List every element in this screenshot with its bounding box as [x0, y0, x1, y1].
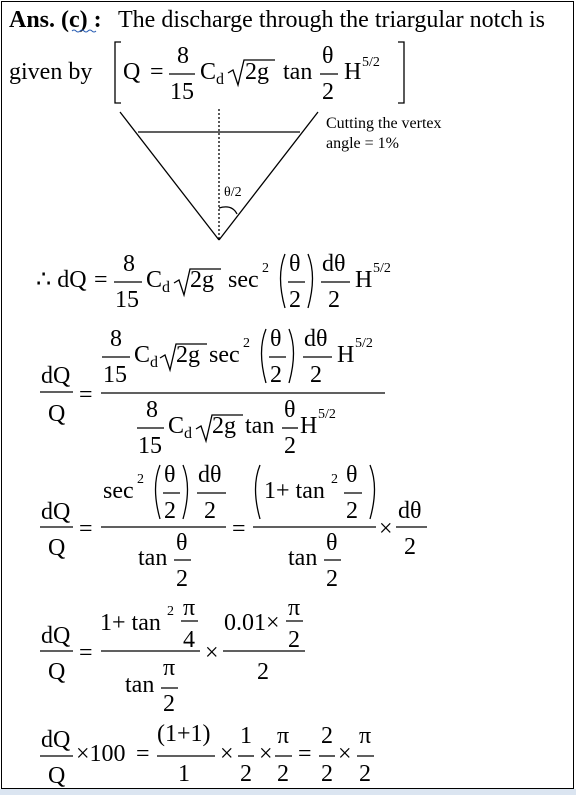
den-3: 15	[115, 287, 139, 313]
sqrt-arg-4a: 2g	[176, 342, 200, 368]
two-3b: 2	[328, 287, 340, 313]
caption-line-2: angle = 1%	[326, 135, 399, 152]
den-4b: 15	[138, 433, 162, 459]
H-4a: H	[337, 342, 355, 368]
paren-right	[289, 329, 294, 383]
times-7b: ×	[259, 741, 273, 767]
coefficient-subscript: d	[216, 71, 224, 88]
tan-6: tan	[125, 672, 155, 698]
spellcheck-underline	[72, 30, 96, 32]
given-by-text: given by	[9, 59, 93, 85]
paren-right	[308, 254, 313, 308]
paren-left	[281, 254, 286, 308]
two-7b: 2	[277, 761, 289, 787]
times100-7: ×100	[76, 741, 126, 767]
two-6b: 2	[288, 627, 300, 653]
d-4a: d	[150, 354, 158, 371]
dtheta-5a: dθ	[198, 462, 222, 488]
sqrt-sign	[174, 269, 221, 295]
eq-7b: =	[298, 741, 312, 767]
two-5a-b: 2	[204, 498, 216, 524]
theta-5a: θ	[164, 462, 176, 488]
tan-function: tan	[283, 59, 313, 85]
pi-6b: π	[163, 655, 176, 681]
tan-sq-6: 2	[167, 604, 174, 619]
C-3: C	[146, 267, 163, 293]
theta-5a-d: θ	[176, 530, 188, 556]
sec-3: sec	[228, 267, 259, 293]
two-3: 2	[289, 287, 301, 313]
exp-4a: 5/2	[355, 336, 373, 351]
left-bracket	[115, 42, 121, 103]
paren-left	[262, 329, 267, 383]
caption-line-1: Cutting the vertex	[326, 115, 442, 132]
pi-7a: π	[277, 723, 290, 749]
two-6a: 2	[163, 691, 175, 717]
num-4a: 8	[110, 326, 122, 352]
notch-right-edge	[219, 112, 318, 240]
sqrt-arg-3: 2g	[190, 267, 214, 293]
sec-sq-5: 2	[137, 472, 144, 487]
tan-4b: tan	[245, 413, 275, 439]
point01-6: 0.01×	[224, 610, 280, 636]
exp-4b: 5/2	[318, 407, 336, 422]
answer-label: Ans. (c) :	[9, 7, 102, 33]
one-plus-one-7: (1+1)	[157, 721, 211, 747]
paren-right	[183, 465, 188, 519]
d-4b: d	[184, 425, 192, 442]
sec-5: sec	[103, 478, 134, 504]
pi-7b: π	[359, 723, 372, 749]
eq-5a: =	[79, 516, 93, 542]
H-4b: H	[300, 413, 318, 439]
d-3: d	[162, 279, 170, 296]
den-4a: 15	[103, 362, 127, 388]
tan-sq-5: 2	[331, 472, 338, 487]
sec-sq-3: 2	[262, 261, 269, 276]
times-6: ×	[205, 640, 219, 666]
sqrt-argument: 2g	[245, 59, 269, 85]
theta-4a: θ	[270, 326, 282, 352]
times-7a: ×	[220, 741, 234, 767]
two-7e: 2	[359, 761, 371, 787]
head-H: H	[344, 59, 362, 85]
sec-4a: sec	[209, 342, 240, 368]
dQ-7: dQ	[41, 727, 71, 753]
two-4b: 2	[284, 433, 296, 459]
eq-5b: =	[232, 516, 246, 542]
times-5: ×	[379, 516, 393, 542]
Q-5: Q	[48, 535, 66, 561]
one-tan-5: 1+ tan	[264, 478, 325, 504]
sqrt-sign	[228, 60, 275, 85]
fraction-denominator: 15	[170, 79, 194, 105]
two-5b-d: 2	[326, 566, 338, 592]
therefore-dQ: ∴ dQ	[36, 267, 87, 293]
theta-numerator: θ	[322, 43, 334, 69]
intro-text: The discharge through the triargular notch is	[118, 7, 545, 33]
C-4b: C	[168, 413, 185, 439]
four-6: 4	[183, 627, 195, 653]
notch-left-edge	[120, 112, 219, 240]
times-7c: ×	[338, 741, 352, 767]
theta-3: θ	[289, 251, 301, 277]
sqrt-sign	[160, 344, 207, 370]
eq-3: =	[94, 267, 108, 293]
paren-left	[156, 465, 161, 519]
pi-6a: π	[183, 595, 196, 621]
Q-7: Q	[48, 763, 66, 789]
coefficient-C: C	[200, 59, 217, 85]
two-7c: 2	[321, 723, 333, 749]
sqrt-sign	[196, 415, 243, 441]
theta-denominator: 2	[322, 79, 334, 105]
theta-5b: θ	[346, 462, 358, 488]
two-6c: 2	[257, 659, 269, 685]
dtheta-4a: dθ	[304, 326, 328, 352]
two-5c: 2	[404, 534, 416, 560]
dQ-5: dQ	[41, 499, 71, 525]
angle-arc	[219, 207, 237, 214]
two-7a: 2	[240, 761, 252, 787]
exp-3: 5/2	[373, 261, 391, 276]
two-4a: 2	[270, 362, 282, 388]
tan-5b: tan	[288, 545, 318, 571]
Q-4: Q	[48, 401, 66, 427]
eq-6: =	[79, 640, 93, 666]
head-exponent: 5/2	[362, 55, 380, 70]
one-7a: 1	[178, 761, 190, 787]
sec-sq-4a: 2	[243, 336, 250, 351]
two-5a-d: 2	[176, 566, 188, 592]
one-7b: 1	[240, 723, 252, 749]
theta-4b: θ	[284, 397, 296, 423]
two-7d: 2	[321, 761, 333, 787]
formula-equals: =	[150, 59, 164, 85]
two-5a: 2	[164, 498, 176, 524]
theta-5b-d: θ	[326, 530, 338, 556]
two-5b: 2	[346, 498, 358, 524]
paren-right	[370, 465, 375, 519]
two-4a-b: 2	[310, 362, 322, 388]
sqrt-arg-4b: 2g	[212, 413, 236, 439]
H-3: H	[355, 267, 373, 293]
paren-left	[256, 465, 261, 519]
eq-4: =	[79, 382, 93, 408]
angle-label: θ/2	[224, 185, 242, 200]
one-tan-6: 1+ tan	[100, 610, 161, 636]
fraction-numerator: 8	[177, 43, 189, 69]
dQ-6: dQ	[41, 623, 71, 649]
num-4b: 8	[146, 397, 158, 423]
right-bracket	[398, 42, 404, 103]
eq-7a: =	[136, 741, 150, 767]
dtheta-5c: dθ	[398, 498, 422, 524]
formula-Q: Q	[123, 59, 141, 85]
dQ-4: dQ	[41, 363, 71, 389]
tan-5a: tan	[138, 545, 168, 571]
pi-6c: π	[288, 595, 301, 621]
Q-6: Q	[48, 659, 66, 685]
dtheta-3: dθ	[322, 251, 346, 277]
num-3: 8	[123, 251, 135, 277]
C-4a: C	[134, 342, 151, 368]
